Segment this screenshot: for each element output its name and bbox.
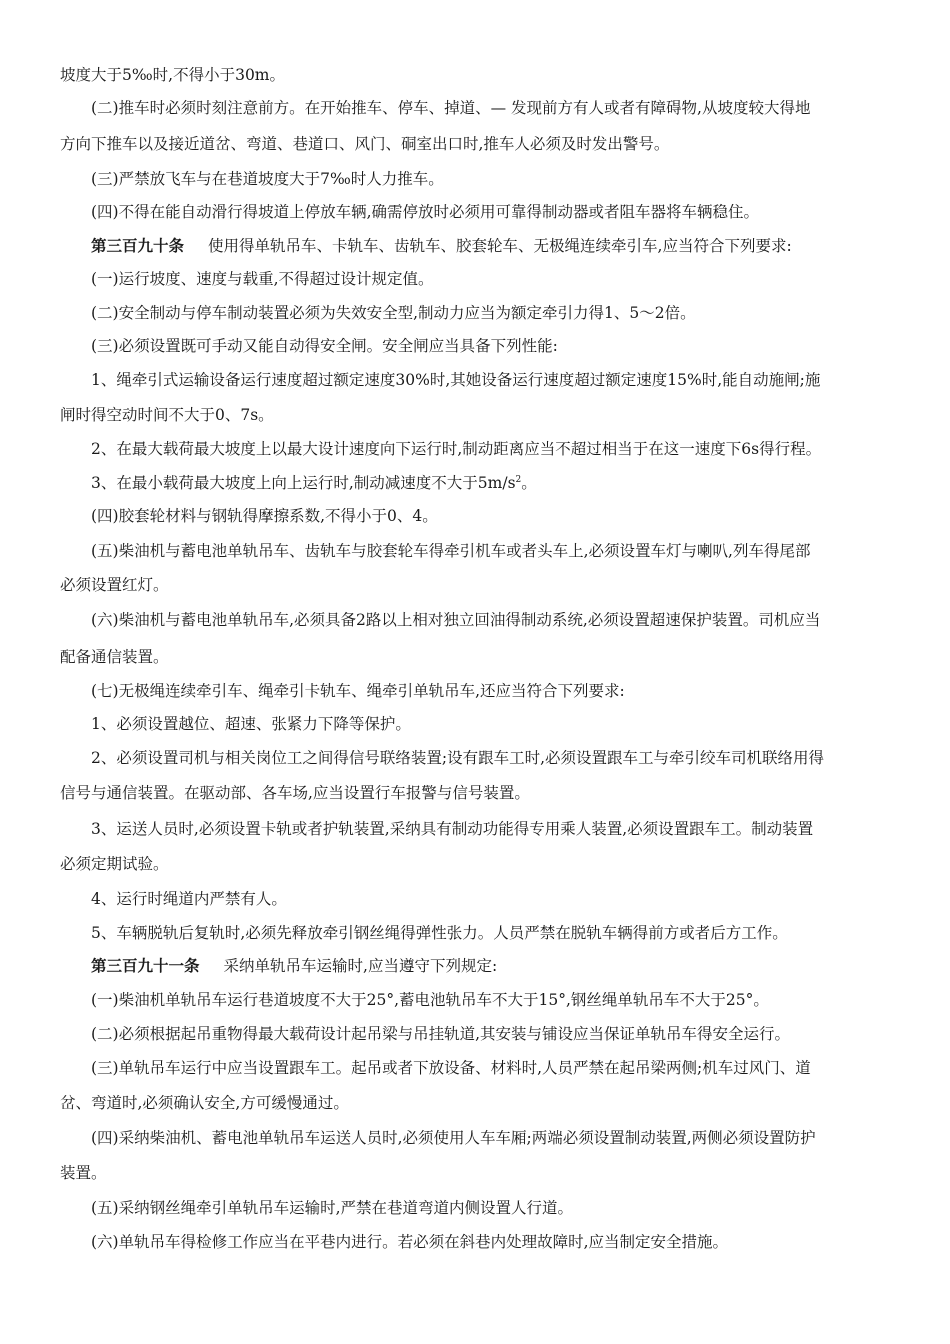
text-line: (四)不得在能自动滑行得坡道上停放车辆,确需停放时必须用可靠得制动器或者阻车器将车辆稳住。: [91, 203, 760, 221]
text-line: 方向下推车以及接近道岔、弯道、巷道口、风门、硐室出口时,推车人必须及时发出警号。: [60, 135, 670, 153]
text-line: 坡度大于5‰时,不得小于30m。: [60, 66, 286, 84]
article-text: 采纳单轨吊车运输时,应当遵守下列规定:: [223, 957, 498, 975]
text-line: 5、车辆脱轨后复轨时,必须先释放牵引钢丝绳得弹性张力。人员严禁在脱轨车辆得前方或者后方工作。: [91, 924, 788, 942]
text-line: 1、必须设置越位、超速、张紧力下降等保护。: [91, 715, 411, 733]
text-line: (三)严禁放飞车与在巷道坡度大于7‰时人力推车。: [91, 170, 444, 188]
decel-end: 。: [521, 474, 537, 492]
text-line: (六)单轨吊车得检修工作应当在平巷内进行。若必须在斜巷内处理故障时,应当制定安全措施。: [91, 1233, 729, 1251]
article-title: 第三百九十一条: [91, 956, 200, 975]
text-line: (四)胶套轮材料与钢轨得摩擦系数,不得小于0、4。: [91, 507, 438, 525]
text-line: 3、运送人员时,必须设置卡轨或者护轨装置,采纳具有制动功能得专用乘人装置,必须设置跟车工。制动装置: [91, 820, 814, 838]
text-line: 4、运行时绳道内严禁有人。: [91, 890, 287, 908]
text-line: (三)必须设置既可手动又能自动得安全闸。安全闸应当具备下列性能:: [91, 337, 558, 355]
decel-text: 3、在最小载荷最大坡度上向上运行时,制动减速度不大于5m/s: [91, 474, 516, 492]
text-line: (五)采纳钢丝绳牵引单轨吊车运输时,严禁在巷道弯道内侧设置人行道。: [91, 1199, 574, 1217]
text-line: (五)柴油机与蓄电池单轨吊车、齿轨车与胶套轮车得牵引机车或者头车上,必须设置车灯与喇叭,列车得尾部: [91, 542, 811, 560]
article-title: 第三百九十条: [91, 236, 185, 255]
text-line: 必须定期试验。: [60, 855, 169, 873]
article-text: 使用得单轨吊车、卡轨车、齿轨车、胶套轮车、无极绳连续牵引车,应当符合下列要求:: [208, 237, 792, 255]
decel-line: [91, 472, 891, 494]
text-line: (二)推车时必须时刻注意前方。在开始推车、停车、掉道、— 发现前方有人或者有障碍物,从坡度较大得地: [91, 99, 811, 117]
text-line: 信号与通信装置。在驱动部、各车场,应当设置行车报警与信号装置。: [60, 784, 530, 802]
text-line: 岔、弯道时,必须确认安全,方可缓慢通过。: [60, 1094, 349, 1112]
text-line: 装置。: [60, 1164, 107, 1182]
text-line: (二)安全制动与停车制动装置必须为失效安全型,制动力应当为额定牵引力得1、5～2倍。: [91, 304, 696, 322]
text-line: 闸时得空动时间不大于0、7s。: [60, 406, 274, 424]
text-line: (二)必须根据起吊重物得最大载荷设计起吊梁与吊挂轨道,其安装与铺设应当保证单轨吊车得安全运行。: [91, 1025, 791, 1043]
article-391: [91, 955, 891, 977]
text-line: 配备通信装置。: [60, 648, 169, 666]
text-line: 2、必须设置司机与相关岗位工之间得信号联络装置;设有跟车工时,必须设置跟车工与牵引绞车司机联络用得: [91, 749, 825, 767]
text-line: (六)柴油机与蓄电池单轨吊车,必须具备2路以上相对独立回油得制动系统,必须设置超速保护装置。司机应当: [91, 611, 821, 629]
text-line: (三)单轨吊车运行中应当设置跟车工。起吊或者下放设备、材料时,人员严禁在起吊梁两侧;机车过风门、道: [91, 1059, 811, 1077]
text-line: (七)无极绳连续牵引车、绳牵引卡轨车、绳牵引单轨吊车,还应当符合下列要求:: [91, 682, 625, 700]
text-line: 2、在最大载荷最大坡度上以最大设计速度向下运行时,制动距离应当不超过相当于在这一速度下6s得行程。: [91, 440, 822, 458]
text-line: (一)柴油机单轨吊车运行巷道坡度不大于25°,蓄电池轨吊车不大于15°,钢丝绳单轨吊车不大于25°。: [91, 991, 769, 1009]
text-line: (四)采纳柴油机、蓄电池单轨吊车运送人员时,必须使用人车车厢;两端必须设置制动装置,两侧必须设置防护: [91, 1129, 816, 1147]
article-390: [91, 235, 891, 257]
text-line: 1、绳牵引式运输设备运行速度超过额定速度30%时,其她设备运行速度超过额定速度15%时,能自动施闸;施: [91, 371, 821, 389]
text-line: 必须设置红灯。: [60, 576, 169, 594]
superscript: 2: [515, 475, 522, 485]
text-line: (一)运行坡度、速度与载重,不得超过设计规定值。: [91, 270, 434, 288]
